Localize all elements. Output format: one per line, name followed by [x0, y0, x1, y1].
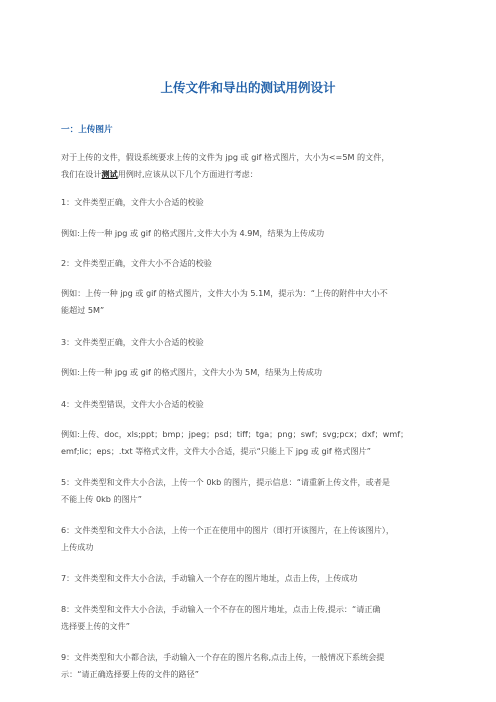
case-2-example-line-1: 例如：上传一种 jpg 或 gif 的格式图片，文件大小为 5.1M，提示为：“上传的附件中大小不 [61, 288, 388, 298]
intro-line-1: 对于上传的文件，假设系统要求上传的文件为 jpg 或 gif 格式图片，大小为<=5M 的文件， [61, 152, 390, 162]
case-4-example-line-2: emf;lic；eps；.txt 等格式文件，文件大小合适，提示“只能上下 jpg 或 gif 格式图片” [61, 446, 371, 456]
case-1-example: 例如:上传一种 jpg 或 gif 的格式图片,文件大小为 4.9M，结果为上传成功 [61, 228, 325, 238]
keyword-link-test[interactable]: 测试 [101, 169, 118, 179]
case-6-line-2: 上传成功 [61, 542, 94, 552]
case-9 [61, 649, 436, 683]
case-7: 7：文件类型和文件大小合法，手动输入一个存在的图片地址，点击上传，上传成功 [61, 573, 358, 583]
case-4-example [61, 426, 436, 460]
case-1-title: 1：文件类型正确，文件大小合适的校验 [61, 197, 204, 207]
case-3-example: 例如:上传一种 jpg 或 gif 的格式图片，文件大小为 5M，结果为上传成功 [61, 367, 322, 377]
case-8-line-2: 选择要上传的文件” [61, 621, 130, 631]
case-2-title: 2：文件类型正确，文件大小不合适的校验 [61, 258, 212, 268]
case-9-line-1: 9：文件类型和大小都合法，手动输入一个存在的图片名称,点击上传，一般情况下系统会提 [61, 652, 385, 662]
case-2-example-line-2: 能超过 5M” [61, 305, 105, 315]
case-2-example [61, 285, 436, 319]
document-title: 上传文件和导出的测试用例设计 [160, 80, 336, 95]
case-5-line-1: 5：文件类型和文件大小合法，上传一个 0kb 的图片，提示信息：“请重新上传文件，或者是 [61, 477, 390, 487]
intro-paragraph [61, 149, 436, 183]
case-3-title: 3：文件类型正确，文件大小合适的校验 [61, 337, 204, 347]
case-4-example-line-1: 例如:上传、doc，xls;ppt；bmp；jpeg；psd；tiff；tga；png；swf；svg;pcx；dxf；wmf； [61, 429, 409, 439]
intro-line-2 [61, 166, 436, 183]
intro-line-2-pre: 我们在设计 [61, 169, 102, 179]
case-6-line-1: 6：文件类型和文件大小合法，上传一个正在使用中的图片（即打开该图片，在上传该图片）， [61, 525, 394, 535]
case-4-title: 4：文件类型错误，文件大小合适的校验 [61, 399, 204, 409]
case-6 [61, 522, 436, 556]
case-5-line-2: 不能上传 0kb 的图片” [61, 494, 142, 504]
section-heading-upload-image: 一：上传图片 [61, 125, 113, 135]
case-9-line-2: 示：“请正确选择要上传的文件的路径” [61, 669, 199, 679]
case-8 [61, 601, 436, 635]
case-8-line-1: 8：文件类型和文件大小合法，手动输入一个不存在的图片地址，点击上传,提示：“请正确 [61, 604, 381, 614]
intro-line-2-post: 用例时,应该从以下几个方面进行考虑： [117, 169, 258, 179]
case-5 [61, 474, 436, 508]
